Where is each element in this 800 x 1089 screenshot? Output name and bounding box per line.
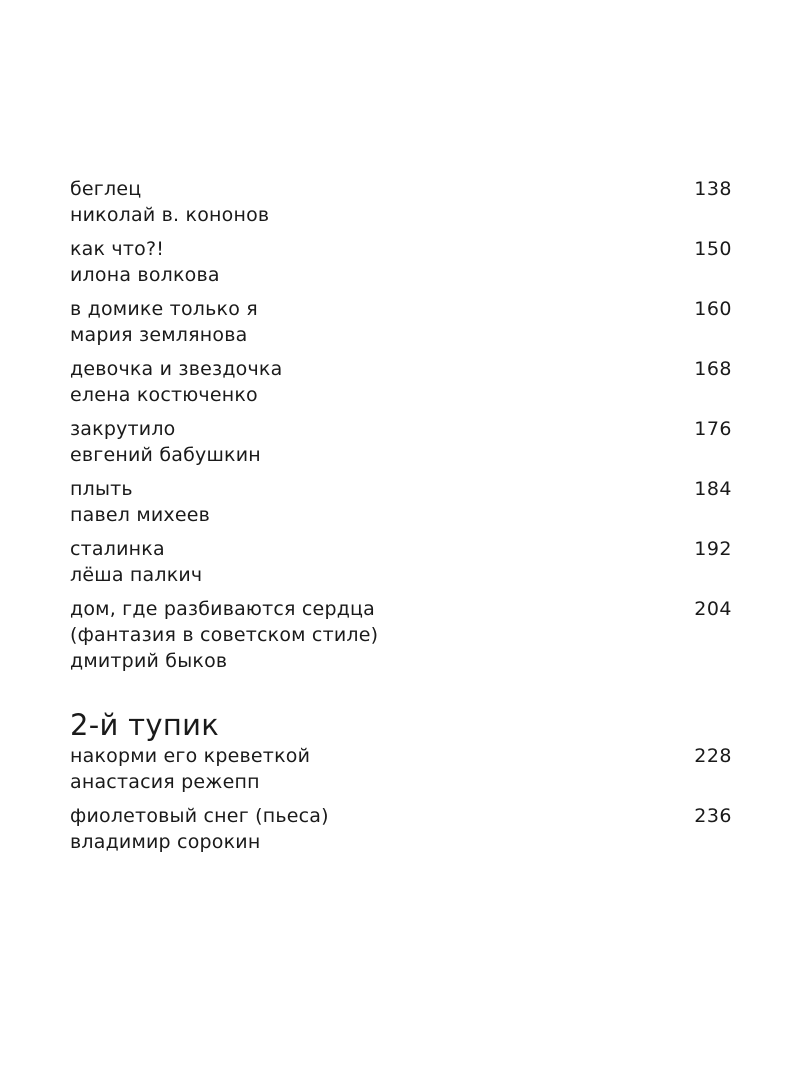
entry-page-number: 204 — [694, 598, 732, 620]
entry-title: закрутило — [70, 418, 176, 440]
toc-entry-text — [70, 803, 329, 855]
entry-title: дом, где разбиваются сердца — [70, 598, 376, 620]
toc-entry[interactable] — [70, 803, 732, 855]
toc-entry-text — [70, 596, 378, 674]
entry-author: мария землянова — [70, 324, 248, 346]
toc-entry[interactable] — [70, 536, 732, 588]
entry-title: фиолетовый снег (пьеса) — [70, 805, 329, 827]
entry-page-number: 168 — [694, 358, 732, 380]
entry-page-number: 160 — [694, 298, 732, 320]
entry-subtitle: (фантазия в советском стиле) — [70, 624, 379, 646]
toc-entry-text — [70, 296, 258, 348]
entry-title: накорми его креветкой — [70, 745, 311, 767]
entry-author: илона волкова — [70, 264, 220, 286]
entry-author: владимир сорокин — [70, 831, 261, 853]
entry-page-number: 192 — [694, 538, 732, 560]
entry-title: девочка и звездочка — [70, 358, 283, 380]
toc-entry-text — [70, 536, 202, 588]
entry-title: как что?! — [70, 238, 165, 260]
toc-entry[interactable] — [70, 743, 732, 795]
entry-author: елена костюченко — [70, 384, 258, 406]
toc-entry[interactable] — [70, 476, 732, 528]
entry-author: павел михеев — [70, 504, 211, 526]
entry-author: евгений бабушкин — [70, 444, 261, 466]
toc-entry-text — [70, 476, 210, 528]
entry-page-number: 228 — [694, 745, 732, 767]
section-heading: 2-й тупик — [70, 708, 220, 742]
toc-entry-text — [70, 416, 261, 468]
entry-author: лёша палкич — [70, 564, 203, 586]
entry-title: беглец — [70, 178, 142, 200]
entry-title: сталинка — [70, 538, 165, 560]
entry-page-number: 138 — [694, 178, 732, 200]
toc-entry-text — [70, 176, 269, 228]
entry-author: анастасия режепп — [70, 771, 260, 793]
toc-entry-text — [70, 356, 282, 408]
entry-page-number: 236 — [694, 805, 732, 827]
toc-entry[interactable] — [70, 416, 732, 468]
table-of-contents — [70, 176, 732, 863]
entry-page-number: 176 — [694, 418, 732, 440]
toc-entry[interactable] — [70, 596, 732, 674]
toc-entry[interactable] — [70, 296, 732, 348]
entry-page-number: 184 — [694, 478, 732, 500]
toc-entry-text — [70, 236, 220, 288]
toc-entry[interactable] — [70, 356, 732, 408]
entry-author: николай в. кононов — [70, 204, 270, 226]
toc-entry[interactable] — [70, 176, 732, 228]
entry-page-number: 150 — [694, 238, 732, 260]
entry-author: дмитрий быков — [70, 650, 228, 672]
toc-entry-text — [70, 743, 310, 795]
toc-entry[interactable] — [70, 236, 732, 288]
entry-title: плыть — [70, 478, 133, 500]
entry-title: в домике только я — [70, 298, 258, 320]
